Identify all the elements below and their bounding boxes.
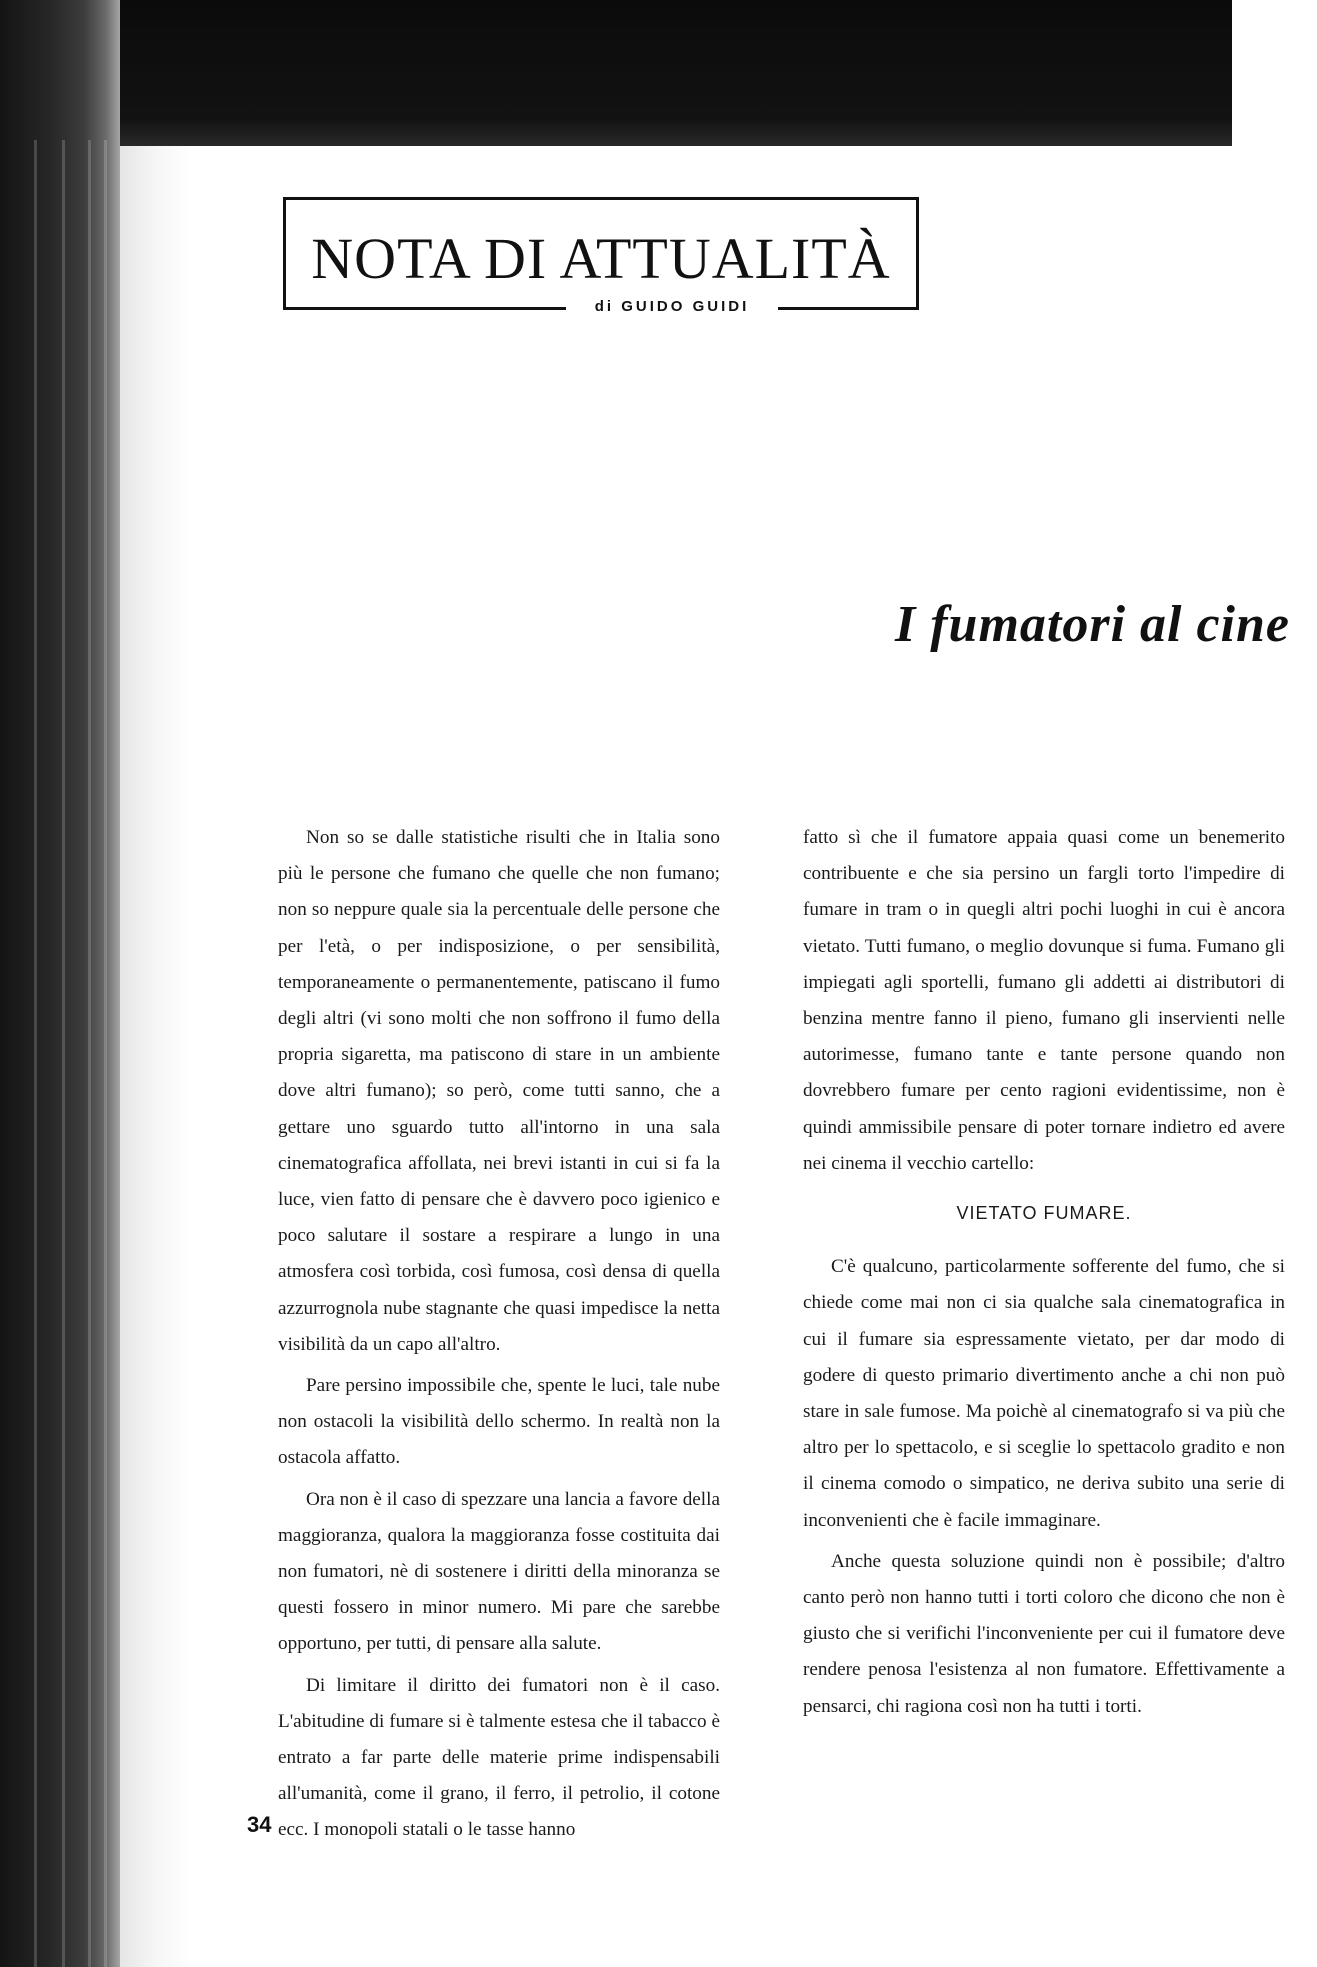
notice-sign-text: VIETATO FUMARE. <box>956 1203 1132 1224</box>
paragraph: Di limitare il diritto dei fumatori non è il caso. L'abitudine di fumare si è talmente estesa che il tabacco è entrato a far parte delle materie prime indispensabili all'umanità, come il grano, il ferro, il petrolio, il cotone ecc. I monopoli statali o le tasse hanno <box>278 1674 720 1841</box>
scan-streak <box>88 140 91 1967</box>
section-heading-box <box>283 197 915 315</box>
paragraph: Pare persino impossibile che, spente le luci, tale nube non ostacoli la visibilità dello schermo. In realtà non la ostacola affatto. <box>278 1375 720 1469</box>
heading-rule-left <box>283 307 566 310</box>
paragraph: fatto sì che il fumatore appaia quasi come un benemerito contribuente e che sia persino un fargli torto l'impedire di fumare in tram o in quegli altri pochi luoghi in cui è ancora vietato. Tutti fumano, o meglio dovunque si fuma. Fumano gli impiegati agli sportelli, fumano gli addetti ai distributori di benzina mentre fanno il pieno, fumano gli inservienti nelle autorimesse, fumano tante e tante persone quando non dovrebbero fumare per cento ragioni evidentissime, non è quindi ammissibile pensare di poter tornare indietro ed avere nei cinema il vecchio cartello: <box>803 827 1285 1174</box>
paragraph: Ora non è il caso di spezzare una lancia a favore della maggioranza, qualora la maggioranza fosse costituita dai non fumatori, nè di sostenere i diritti della minoranza se questi fossero in minor numero. Mi pare che sarebbe opportuno, per tutti, di pensare alla salute. <box>278 1488 720 1655</box>
author-byline: di GUIDO GUIDI <box>594 298 750 315</box>
scan-top-notch <box>1232 0 1317 148</box>
paragraph: Non so se dalle statistiche risulti che in Italia sono più le persone che fumano che quelle che non fumano; non so neppure quale sia la percentuale delle persone che per l'età, o per indisposizione, o per sensibilità, temporaneamente o permanentemente, patiscano il fumo degli altri (vi sono molti che non soffrono il fumo della propria sigaretta, ma patiscono di stare in un ambiente dove altri fumano); so però, come tutti sanno, che a gettare uno sguardo tutto all'intorno in una sala cinematografica affollata, nei brevi istanti in cui si fa la luce, vien fatto di pensare che è davvero poco igienico e poco salutare il sostare a respirare a lungo in una atmosfera così torbida, così fumosa, così densa di quella azzurrognola nube stagnante che quasi impedisce la netta visibilità da un capo all'altro. <box>278 827 720 1355</box>
text-column-right <box>803 820 1285 1725</box>
page-number: 34 <box>247 1812 272 1837</box>
article-title: I fumatori al cine <box>894 596 1290 653</box>
paragraph: C'è qualcuno, particolarmente sofferente del fumo, che si chiede come mai non ci sia qualche sala cinematografica in cui il fumare sia espressamente vietato, per dar modo di godere di questo primario divertimento anche a chi non può stare in sale fumose. Ma poichè al cinematografo si va più che altro per lo spettacolo, e si sceglie lo spettacolo gradito e non il cinema comodo o simpatico, ne deriva subito una serie di inconvenienti che è facile immaginare. <box>803 1256 1285 1531</box>
scan-streak <box>104 140 107 1967</box>
section-title: NOTA DI ATTUALITÀ <box>311 226 891 291</box>
text-column-left <box>278 820 720 1849</box>
scan-top-border <box>0 0 1317 148</box>
scan-streak <box>34 140 37 1967</box>
scan-streak <box>62 140 65 1967</box>
scan-left-border <box>0 0 120 1967</box>
heading-rule-right <box>778 307 918 310</box>
paragraph: Anche questa soluzione quindi non è possibile; d'altro canto però non hanno tutti i torti coloro che dicono che non è giusto che si verifichi l'inconveniente per cui il fumatore deve rendere penosa l'esistenza al non fumatore. Effettivamente a pensarci, chi ragiona così non ha tutti i torti. <box>803 1550 1285 1717</box>
